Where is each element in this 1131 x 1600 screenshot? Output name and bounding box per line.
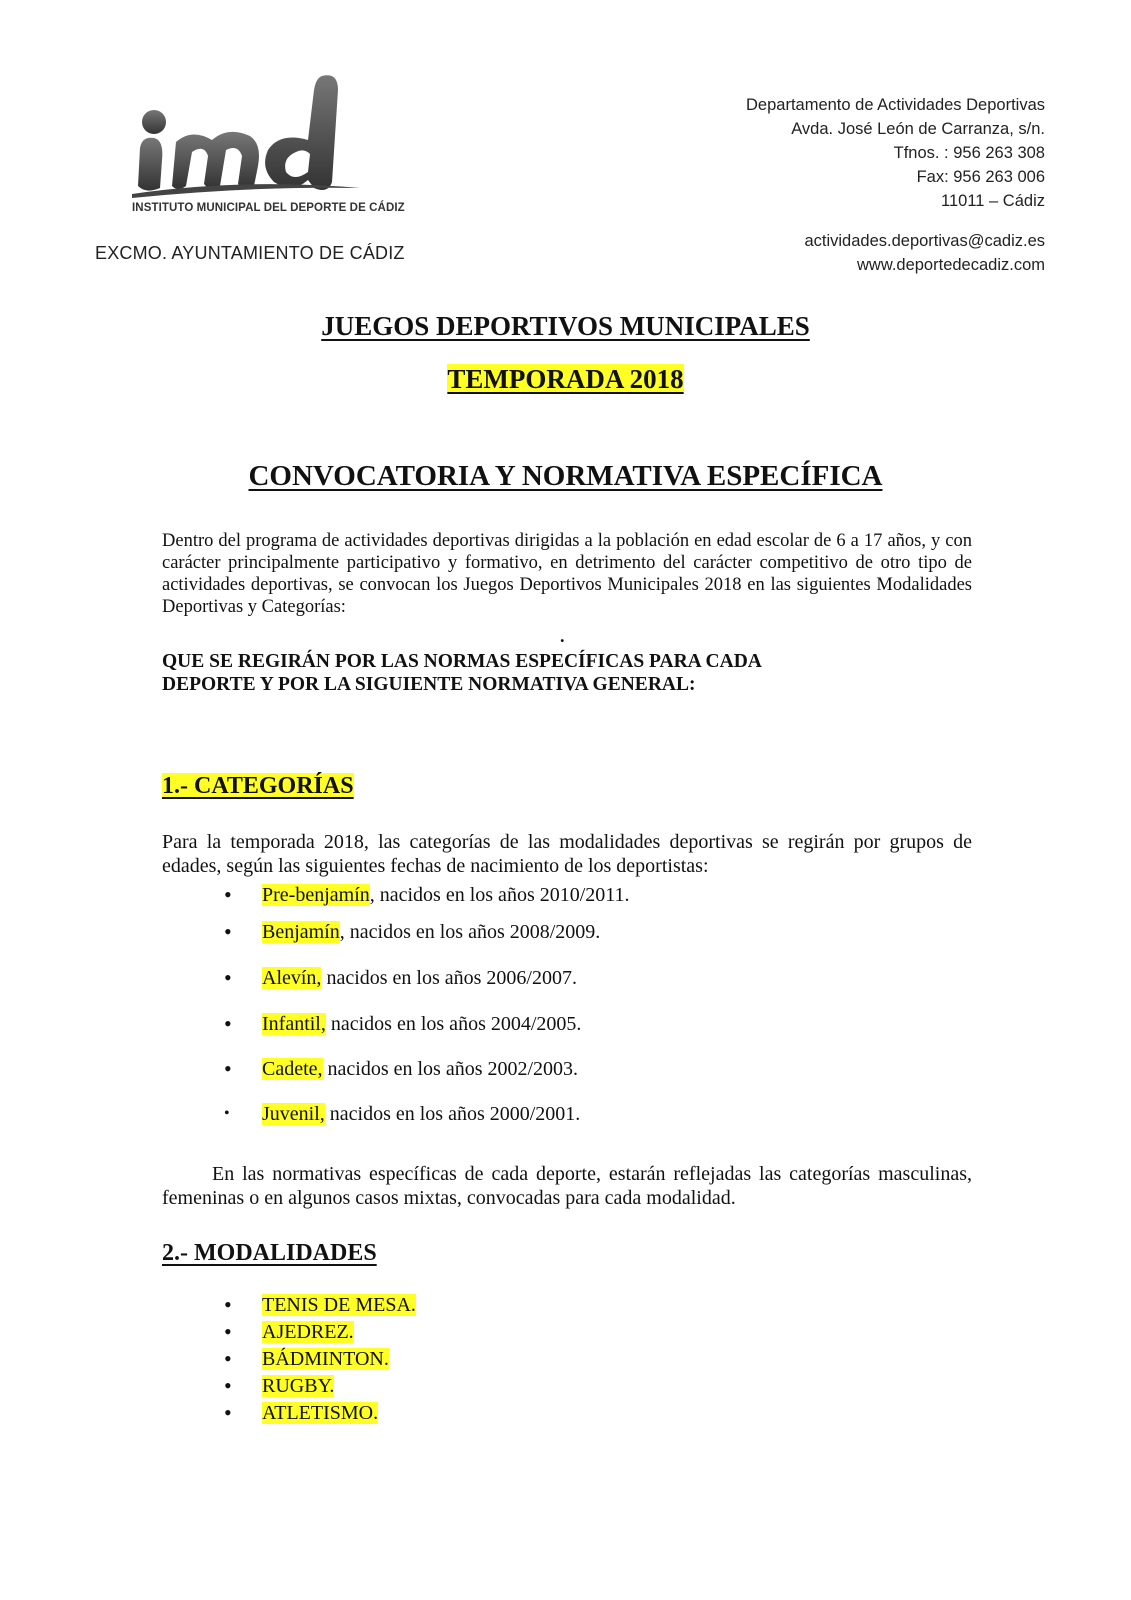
bullet-icon: •: [224, 1056, 232, 1081]
contact-department: Departamento de Actividades Deportivas: [746, 96, 1045, 114]
bullet-icon: •: [224, 1292, 232, 1317]
modalidad-name: TENIS DE MESA.: [262, 1294, 416, 1316]
contact-email[interactable]: actividades.deportivas@cadiz.es: [804, 232, 1045, 250]
subtitle: CONVOCATORIA Y NORMATIVA ESPECÍFICA: [248, 460, 883, 492]
category-years: nacidos en los años 2006/2007.: [321, 967, 577, 989]
organization-name: EXCMO. AYUNTAMIENTO DE CÁDIZ: [95, 243, 405, 263]
season-title-text: TEMPORADA 2018: [447, 364, 684, 394]
season-title: [0, 364, 1131, 395]
category-years: nacidos en los años 2002/2003.: [322, 1058, 579, 1080]
rule-line-1: QUE SE REGIRÁN POR LAS NORMAS ESPECÍFICAS PARA CADA: [162, 651, 762, 672]
contact-phone: Tfnos. : 956 263 308: [893, 144, 1045, 162]
imd-logo: [132, 70, 405, 230]
modalidad-name: AJEDREZ.: [262, 1321, 354, 1343]
bullet-icon: •: [224, 1400, 232, 1425]
category-name: Pre-benjamín: [262, 884, 370, 906]
bullet-icon: •: [224, 965, 232, 990]
modalidad-name: ATLETISMO.: [262, 1402, 379, 1424]
bullet-icon: •: [224, 1319, 232, 1344]
intro-paragraph: Dentro del programa de actividades deportivas dirigidas a la población en edad escolar de 6 a 17 años, y con carácter principalmente participativo y formativo, en detrimento del carácter competitivo de otro tipo de actividades deportivas, se convocan los Juegos Deportivos Municipales 2018 en las siguientes Modalidades Deportivas y Categorías:: [162, 531, 972, 617]
bullet-icon: •: [224, 1011, 232, 1036]
bullet-icon: •: [224, 919, 232, 944]
modalidad-name: BÁDMINTON.: [262, 1348, 389, 1370]
contact-city: 11011 – Cádiz: [941, 192, 1045, 210]
imd-logo-mark: [132, 70, 364, 200]
category-years: , nacidos en los años 2008/2009.: [339, 921, 601, 943]
logo-caption: INSTITUTO MUNICIPAL DEL DEPORTE DE CÁDIZ: [132, 202, 405, 214]
bullet-icon: •: [224, 882, 232, 907]
contact-web[interactable]: www.deportedecadiz.com: [856, 256, 1045, 274]
category-years: , nacidos en los años 2010/2011.: [369, 884, 630, 906]
category-years: nacidos en los años 2004/2005.: [325, 1013, 582, 1035]
bullet-icon: •: [224, 1346, 232, 1371]
section-categorias-title: 1.- CATEGORÍAS: [162, 773, 354, 799]
category-name: Infantil,: [262, 1013, 326, 1035]
category-years: nacidos en los años 2000/2001.: [324, 1103, 581, 1125]
modalidad-name: RUGBY.: [262, 1375, 335, 1397]
separator-dot: .: [560, 626, 565, 646]
contact-address: Avda. José León de Carranza, s/n.: [791, 120, 1045, 138]
contact-block: [746, 93, 1045, 277]
contact-fax: Fax: 956 263 006: [916, 168, 1045, 186]
category-name: Benjamín: [262, 921, 340, 943]
contact-spacer: [746, 213, 1045, 229]
categorias-paragraph: Para la temporada 2018, las categorías de las modalidades deportivas se regirán por grupos de edades, según las siguientes fechas de nacimiento de los deportistas:: [162, 831, 972, 877]
category-name: Cadete,: [262, 1058, 323, 1080]
category-name: Juvenil,: [262, 1103, 325, 1125]
main-title: JUEGOS DEPORTIVOS MUNICIPALES: [321, 311, 810, 341]
section-categorias-heading: [162, 773, 354, 800]
bullet-icon: •: [224, 1105, 230, 1122]
category-name: Alevín,: [262, 967, 322, 989]
bullet-icon: •: [224, 1373, 232, 1398]
section-modalidades-heading: 2.- MODALIDADES: [162, 1240, 377, 1266]
general-rule-statement: [162, 650, 972, 696]
categorias-closing-paragraph: En las normativas específicas de cada deporte, estarán reflejadas las categorías masculinas, femeninas o en algunos casos mixtas, convocadas para cada modalidad.: [162, 1163, 972, 1209]
rule-line-2: DEPORTE Y POR LA SIGUIENTE NORMATIVA GENERAL:: [162, 674, 696, 695]
